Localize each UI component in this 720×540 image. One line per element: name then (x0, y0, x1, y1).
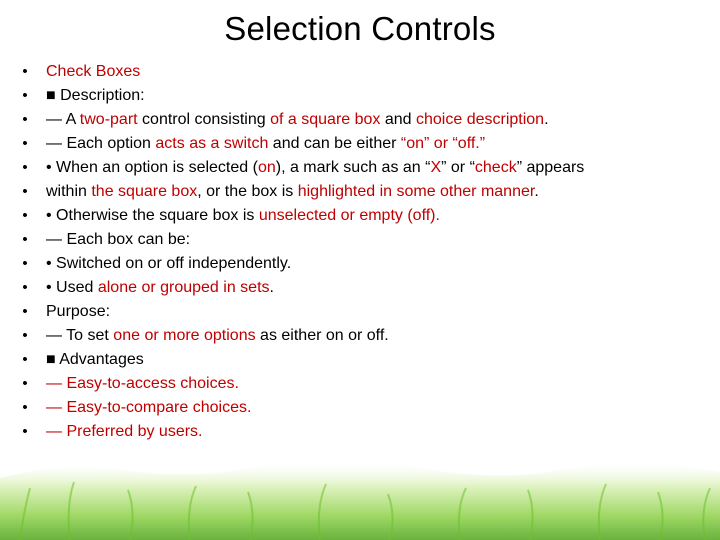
bullet-item (18, 180, 708, 204)
bullet-text: and can be either (268, 135, 401, 152)
bullet-text: — Each option (46, 135, 156, 152)
bullet-text: ■ Description: (46, 87, 145, 104)
bullet-text: within (46, 183, 92, 200)
bullet-marker: • (22, 399, 28, 416)
bullet-text: . (544, 111, 549, 128)
bullet-text: — A (46, 111, 80, 128)
bullet-marker: • (22, 111, 28, 128)
bullet-text: control consisting (137, 111, 271, 128)
bullet-marker: • (22, 63, 28, 80)
bullet-text: , or the box is (197, 183, 298, 200)
bullet-item (18, 60, 708, 84)
highlighted-text: “on” or “off.” (400, 135, 486, 152)
bullet-item (18, 228, 708, 252)
bullet-item (18, 252, 708, 276)
bullet-item (18, 420, 708, 444)
highlighted-text: two-part (79, 111, 138, 128)
bullet-text: . (534, 183, 539, 200)
highlighted-text: choice description (416, 111, 545, 128)
bullet-text: ” or “ (441, 159, 475, 176)
bullet-marker: • (22, 279, 28, 296)
bullet-text: — Each box can be: (46, 231, 191, 248)
bullet-text: — To set (46, 327, 114, 344)
bullet-text: ” appears (516, 159, 585, 176)
bullet-marker: • (22, 159, 28, 176)
bullet-text: • Otherwise the square box is (46, 207, 259, 224)
bullet-marker: • (22, 207, 28, 224)
highlighted-text: acts as a switch (155, 135, 269, 152)
bullet-marker: • (22, 87, 28, 104)
highlighted-text: highlighted in some other manner (297, 183, 535, 200)
highlighted-text: on (257, 159, 276, 176)
bullet-item (18, 372, 708, 396)
highlighted-text: X (430, 159, 442, 176)
bullet-item (18, 84, 708, 108)
bullet-item (18, 156, 708, 180)
highlighted-text: one or more options (113, 327, 256, 344)
highlighted-text: Check Boxes (46, 63, 141, 80)
highlighted-text: the square box (91, 183, 198, 200)
highlighted-text: — Preferred by users. (46, 423, 203, 440)
bullet-marker: • (22, 375, 28, 392)
bullet-marker: • (22, 303, 28, 320)
highlighted-text: alone or grouped in sets (97, 279, 270, 296)
bullet-item (18, 276, 708, 300)
bullet-list (18, 60, 708, 444)
highlighted-text: — Easy-to-compare choices. (46, 399, 252, 416)
bullet-text: • Used (46, 279, 98, 296)
bullet-marker: • (22, 351, 28, 368)
bullet-item (18, 324, 708, 348)
bullet-marker: • (22, 255, 28, 272)
bullet-text: • Switched on or off independently. (46, 255, 292, 272)
bullet-marker: • (22, 183, 28, 200)
highlighted-text: unselected or empty (off). (258, 207, 440, 224)
bullet-text: as either on or off. (255, 327, 389, 344)
bullet-text: . (269, 279, 274, 296)
bullet-text: and (380, 111, 416, 128)
bullet-text: • When an option is selected ( (46, 159, 258, 176)
highlighted-text: of a square box (270, 111, 381, 128)
bullet-item (18, 132, 708, 156)
bullet-marker: • (22, 231, 28, 248)
bullet-item (18, 108, 708, 132)
bullet-item (18, 300, 708, 324)
highlighted-text: check (474, 159, 517, 176)
slide-title: Selection Controls (224, 10, 496, 47)
bullet-item (18, 204, 708, 228)
bullet-marker: • (22, 327, 28, 344)
bullet-item (18, 348, 708, 372)
bullet-text: Purpose: (46, 303, 111, 320)
bullet-text: ■ Advantages (46, 351, 144, 368)
bullet-text: ), a mark such as an “ (275, 159, 431, 176)
highlighted-text: — Easy-to-access choices. (46, 375, 239, 392)
bullet-item (18, 396, 708, 420)
bullet-marker: • (22, 423, 28, 440)
bullet-marker: • (22, 135, 28, 152)
